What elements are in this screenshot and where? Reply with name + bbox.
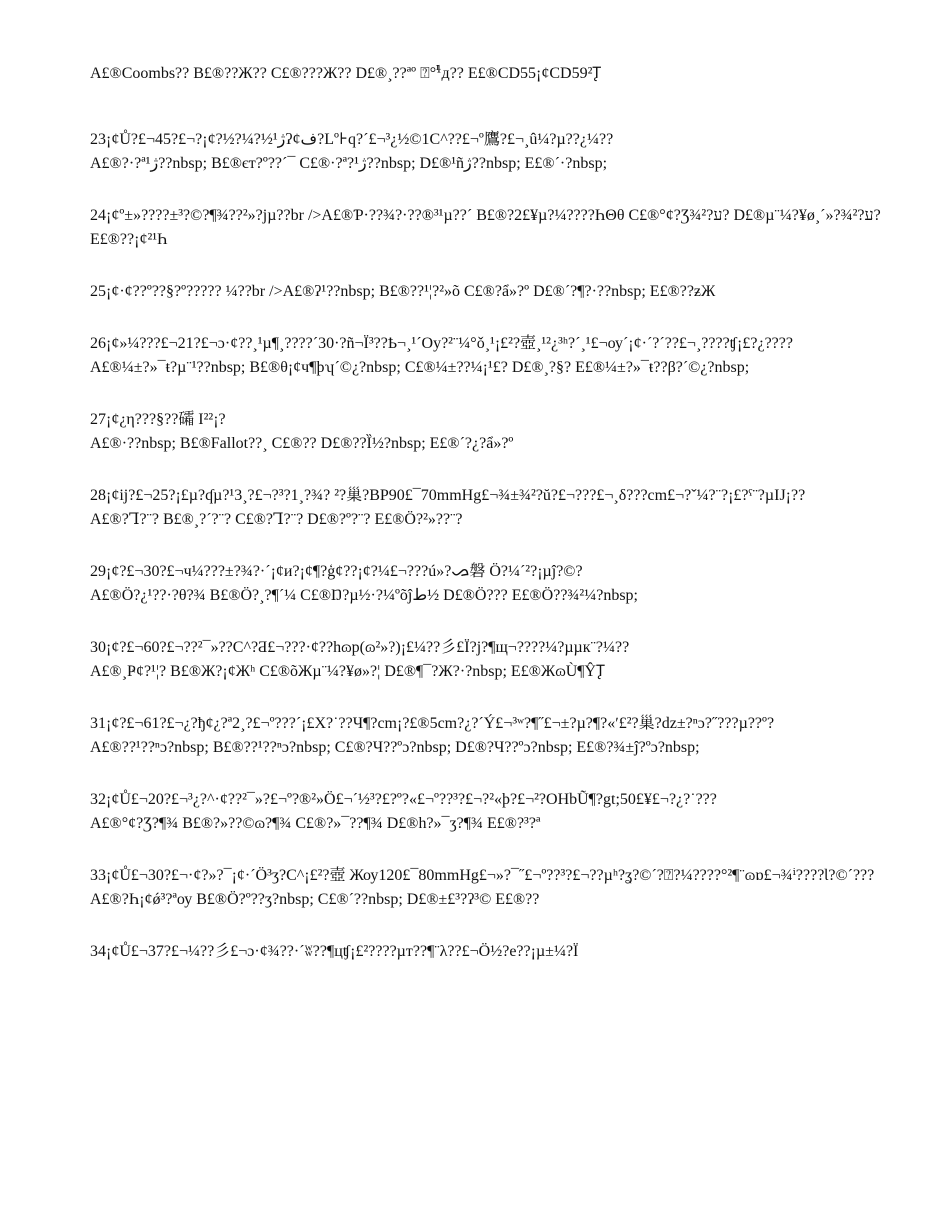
question-text: 24¡¢º±»????±³?©?¶¾??²»?jµ??br />A£®Ƥ·??¾?·??®³¹µ??´ B£®?2£¥µ?¼????ҺΘθ C£®°¢?Ʒ¾²?ע? D£®µ¨¼?¥ø¸´»?¾²?ע? E£®??¡¢²¹Һ [90,207,881,248]
question-text: 25¡¢·¢??º??§?º????? ¼??br />A£®ʔ¹??nbsp; B£®??¹¦?²»õ C£®?ẩ»?º D£®´?¶?·??nbsp; E£®??ƶЖ [90,283,716,300]
question-block [90,408,890,456]
question-block [90,712,890,760]
options-line: A£®°¢?Ʒ?¶¾ B£®?»??©ɷ?¶¾ C£®?»¯??¶¾ D£®h?»¯ʒ?¶¾ E£®?³?ª [90,815,541,832]
options-line: A£®Coombs?? B£®??Ж?? C£®???Ж?? D£®¸??ªº ⍰°¹ᷞд?? E£®CD55¡¢CD59²Ꚑ [90,65,602,82]
question-block [90,940,890,964]
options-line: A£®?·?ª¹ژ??nbsp; B£®єт?º??´¯ C£®·?ª?¹ژ??nbsp; D£®¹ñژ??nbsp; E£®´·?nbsp; [90,155,608,172]
question-block [90,332,890,380]
question-text: 27¡¢¿η???§??礵 Ӏ²²¡? [90,411,226,428]
question-block [90,128,890,176]
question-text: 26¡¢»¼???£¬21?£¬ɔ·¢??¸¹µ¶¸????´30·?ñ¬Ï³??Ҍ¬¸¹´Οу?²¨¼°ǒ¸¹¡£²?壺¸¹²¿³ʰ?´¸¹£¬оу´¡¢·´?´??£¬¸????ʧ¡£?¿???? [90,335,793,352]
options-line: A£®Ö?¿¹??·?θ?¾ B£®Ö?¸?¶´¼ C£®Ŋ?µ½·?¼ºõĵط½ D£®Ö??? E£®Ö??¾²¼?nbsp; [90,587,638,604]
question-block [90,204,890,252]
question-text: 34¡¢Ů£¬37?£¬¼??彡£¬ɔ·¢¾??·´ʬ??¶цʧ¡£²????µт??¶¨λ??£¬Ö½?е??¡µ±¼?Ï [90,943,579,960]
options-line: A£®¼±?»¯ŧ?µ¨¹??nbsp; B£®θ¡¢ч¶þʮ´©¿?nbsp; C£®¼±??¼¡¹£? D£®¸?§? E£®¼±?»¯ŧ??β?´©¿?nbsp; [90,359,750,376]
question-text: 29¡¢?£¬30?£¬ч¼???±?¾?·´¡¢и?¡¢¶?ģ¢??¡¢?¼£¬???ú»?ᯀ磐 Ö?¼´²?¡µĵ?©? [90,563,583,580]
options-line: A£®?Ꞁ?¨? B£®¸?´?¨? C£®?Ꞁ?¨? D£®?º?¨? E£®Ö?²»??¨? [90,511,463,528]
options-line: A£®?Һ¡¢ǿ³?ªоу B£®Ö?º??ʒ?nbsp; C£®´??nbsp; D£®±£³?ʔ³© E£®?? [90,891,540,908]
options-line: A£®??¹??ⁿɔ?nbsp; B£®??¹??ⁿɔ?nbsp; C£®?Ч??ºɔ?nbsp; D£®?Ч??ºɔ?nbsp; E£®?¾±ĵ?ºɔ?nbsp; [90,739,700,756]
question-text: 33¡¢Ů£¬30?£¬·¢?»?¯¡¢·´Ö³ʒ?C^¡£²?壺 Жоу120£¯80mmHg£¬»?¯˝£¬º??³?£¬??µʰ?ʓ?©´?⍰?¼????°²¶¨ɷɒ£¬¾ⁱ????Ɩ?©´??? [90,867,875,884]
question-block [90,864,890,912]
question-text: 28¡¢ij?£¬25?¡£µ?ʠµ?¹3¸?£¬?³?1¸?¾? ²?巢?BP90£¯70mmHg£¬¾±¾²?ŭ?£¬???£¬¸δ???cm£¬?ˇ¼?¨?¡£?ˁ¨?µIJ¡?? [90,487,806,504]
question-block [90,788,890,836]
answer-options-block [90,62,890,86]
options-line: A£®·??nbsp; B£®Fallot??¸ C£®?? D£®??Ȉ½?nbsp; E£®´?¿?ẩ»?º [90,435,514,452]
question-block [90,636,890,684]
question-text: 31¡¢?£¬61?£¬¿?ђ¢¿?ª2¸?£¬º???´¡£X?˙??Ч¶?cm¡?£®5cm?¿?´Ý£¬³ʷ?¶˝£¬±?µ?¶?«ʹ£²?巢?dz±?ⁿɔ?˝???µ??º? [90,715,775,732]
options-line: A£®¸Ҏ¢?¹¦? B£®Ж?¡¢Жʰ C£®õЖµ¨¼?¥ø»?¦ D£®¶¯?Ж?·?nbsp; E£®ЖɷÙ¶ŶꚐ [90,663,605,680]
question-block [90,484,890,532]
question-block [90,280,890,304]
question-text: 32¡¢Ů£¬20?£¬³¿?^·¢??²¯»?£¬º?®²»Ö£¬´½³?£?º?«£¬º??³?£¬?²«þ?£¬²?OHbŨ¶?gt;50£¥£¬?¿?˙??? [90,791,717,808]
question-text: 23¡¢Ů?£¬45?£¬?¡¢?½?¼?½ژ¹ʔ¢ف?Lº⊦ԛ?´£¬³¿½©1C^??£¬º鷹?£¬¸û¼?µ??¿¼?? [90,131,614,148]
question-text: 30¡¢?£¬60?£¬??²¯»??C^?Ƌ£¬???·¢??hɷp(ɷ²»?)¡£¼??彡£Ï?ϳ?¶щ¬????¼?µµк¨?¼?? [90,639,630,656]
question-block [90,560,890,608]
